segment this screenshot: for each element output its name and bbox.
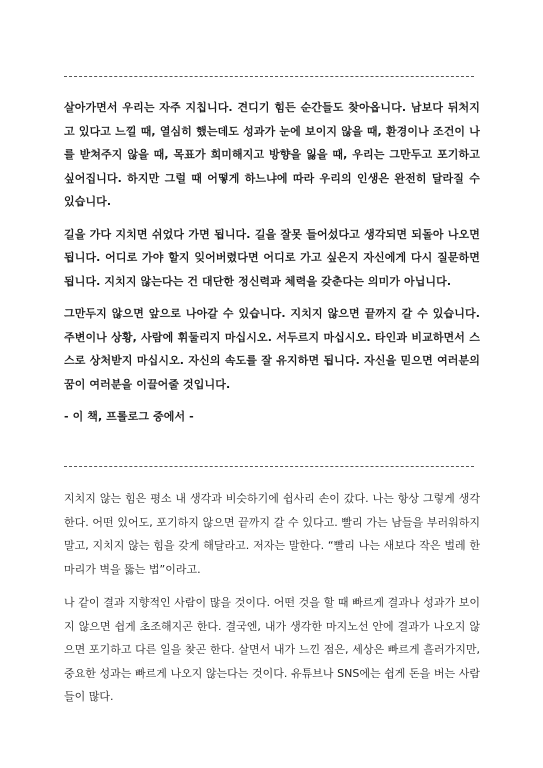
review-body — [64, 487, 480, 719]
body-paragraph-2: 나 같이 결과 지향적인 사람이 많을 것이다. 어떤 것을 할 때 빠르게 결과나 성과가 보이지 않으면 쉽게 초조해지곤 한다. 결국엔, 내가 생각한 마지노선 안에 결과가 나오지 않으면 포기하고 다른 일을 찾곤 한다. 살면서 내가 느낀 점은, 세상은 빠르게 흘러가지만, 중요한 성과는 빠르게 나오지 않는다는 것이다. 유튜브나 SNS에는 쉽게 돈을 버는 사람들이 많다. — [64, 596, 480, 703]
quote-paragraph-3: 그만두지 않으면 앞으로 나아갈 수 있습니다. 지치지 않으면 끝까지 갈 수 있습니다. 주변이나 상황, 사람에 휘둘리지 마십시오. 서두르지 마십시오. 타인과 비교하면서 스스로 상처받지 마십시오. 자신의 속도를 잘 유지하면 됩니다. 자신을 믿으면 여러분의 꿈이 여러분을 이끌어줄 것입니다. — [64, 307, 480, 391]
quote-source: - 이 책, 프롤로그 중에서 - — [64, 410, 194, 423]
middle-separator — [64, 466, 474, 467]
quote-paragraph-2: 길을 가다 지치면 쉬었다 가면 됩니다. 길을 잘못 들어섰다고 생각되면 되돌아 나오면 됩니다. 어디로 가야 할지 잊어버렸다면 어디로 가고 싶은지 자신에게 다시 질문하면 됩니다. 지치지 않는다는 건 대단한 정신력과 체력을 갖춘다는 의미가 아닙니다. — [64, 227, 480, 288]
top-separator — [64, 76, 474, 77]
prologue-quote — [64, 96, 480, 438]
body-paragraph-1: 지치지 않는 힘은 평소 내 생각과 비슷하기에 쉽사리 손이 갔다. 나는 항상 그렇게 생각한다. 어떤 있어도, 포기하지 않으면 끝까지 갈 수 있다고. 빨리 가는 남들을 부러워하지 말고, 지치지 않는 힘을 갖게 해달라고. 저자는 말한다. “빨리 나는 새보다 작은 벌레 한 마리가 벽을 뚫는 법”이라고. — [64, 492, 480, 576]
quote-paragraph-1: 살아가면서 우리는 자주 지칩니다. 견디기 힘든 순간들도 찾아옵니다. 남보다 뒤처지고 있다고 느낄 때, 열심히 했는데도 성과가 눈에 보이지 않을 때, 환경이나 조건이 나를 받쳐주지 않을 때, 목표가 희미해지고 방향을 잃을 때, 우리는 그만두고 포기하고 싶어집니다. 하지만 그럴 때 어떻게 하느냐에 따라 우리의 인생은 완전히 달라질 수 있습니다. — [64, 101, 480, 208]
